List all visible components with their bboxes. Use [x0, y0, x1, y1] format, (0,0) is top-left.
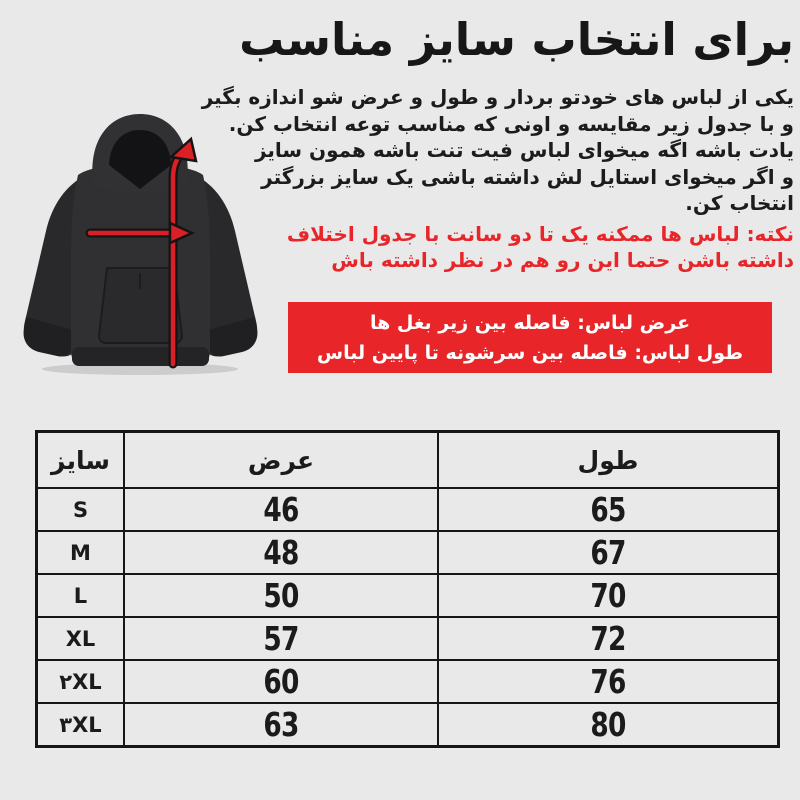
hoodie-measurement-illustration-icon	[8, 103, 270, 378]
definition-length-line: طول لباس: فاصله بین سرشونه تا پایین لباس	[316, 342, 744, 364]
definition-width-line: عرض لباس: فاصله بین زیر بغل ها	[369, 312, 691, 334]
length-value: 65	[438, 488, 779, 531]
size-label: ۳XL	[37, 703, 125, 747]
size-table	[35, 430, 780, 748]
definition-box	[288, 302, 772, 373]
length-value: 70	[438, 574, 779, 617]
intro-line: انتخاب کن.	[685, 191, 794, 215]
length-value: 76	[438, 660, 779, 703]
note-line: نکته: لباس ها ممکنه یک تا دو سانت با جدول اختلاف	[286, 222, 794, 246]
intro-line: و اگر میخوای استایل لش داشته باشی یک سایز بزرگتر	[261, 164, 794, 189]
intro-line: و با جدول زیر مقایسه و اونی که مناسب توعه انتخاب کن.	[228, 111, 794, 136]
intro-text	[202, 84, 794, 217]
col-header-width: عرض	[124, 432, 438, 489]
hoodie-hem-band	[72, 347, 209, 366]
size-label: M	[37, 531, 125, 574]
width-value: 63	[124, 703, 438, 747]
table-row-s	[37, 488, 779, 531]
size-label: L	[37, 574, 125, 617]
note-text	[287, 221, 794, 273]
size-label: ۲XL	[37, 660, 125, 703]
size-label: S	[37, 488, 125, 531]
table-row-3xl	[37, 703, 779, 747]
table-row-xl	[37, 617, 779, 660]
size-table-header-row	[37, 432, 779, 489]
width-value: 57	[124, 617, 438, 660]
col-header-length: طول	[438, 432, 779, 489]
length-value: 80	[438, 703, 779, 747]
table-row-2xl	[37, 660, 779, 703]
note-line: داشته باشن حتما این رو هم در نظر داشته باش	[331, 248, 794, 272]
size-label: XL	[37, 617, 125, 660]
intro-line: یادت باشه اگه میخوای لباس فیت تنت باشه همون سایز	[254, 138, 794, 162]
col-header-size: سایز	[37, 432, 125, 489]
length-value: 72	[438, 617, 779, 660]
page-title: برای انتخاب سایز مناسب	[239, 13, 794, 66]
width-value: 48	[124, 531, 438, 574]
length-value: 67	[438, 531, 779, 574]
table-row-m	[37, 531, 779, 574]
width-value: 46	[124, 488, 438, 531]
intro-line: یکی از لباس های خودتو بردار و طول و عرض شو اندازه بگیر	[201, 85, 794, 109]
width-value: 50	[124, 574, 438, 617]
width-value: 60	[124, 660, 438, 703]
table-row-l	[37, 574, 779, 617]
